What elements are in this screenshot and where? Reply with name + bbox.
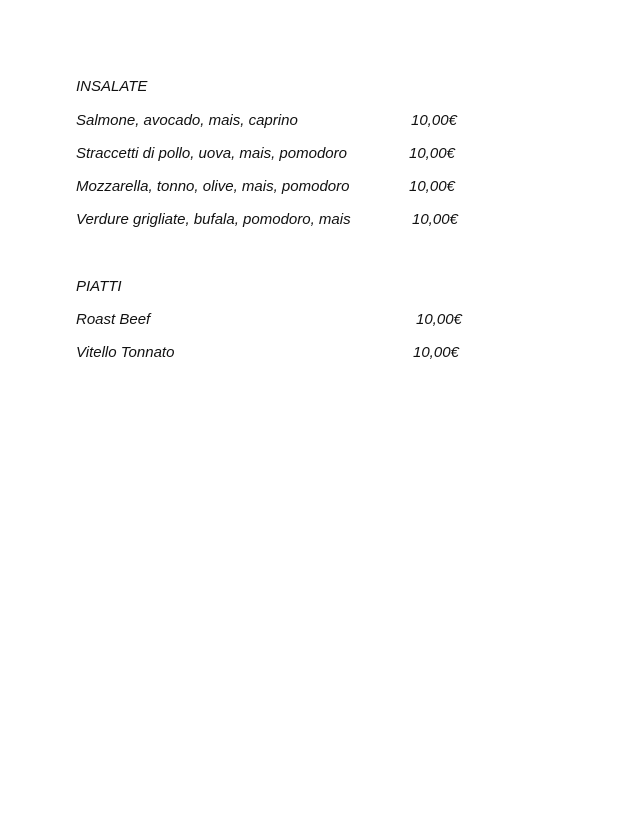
menu-item-name: Mozzarella, tonno, olive, mais, pomodoro xyxy=(76,178,350,195)
menu-item-name: Roast Beef xyxy=(76,311,151,328)
menu-item-price: 10,00€ xyxy=(412,211,458,228)
menu-item-price: 10,00€ xyxy=(409,145,455,162)
section-title: PIATTI xyxy=(76,278,122,295)
menu-item-price: 10,00€ xyxy=(416,311,462,328)
menu-item-name: Vitello Tonnato xyxy=(76,344,175,361)
section-title: INSALATE xyxy=(76,78,148,95)
menu-item-price: 10,00€ xyxy=(411,112,457,129)
menu-item-name: Salmone, avocado, mais, caprino xyxy=(76,112,298,129)
menu-item-price: 10,00€ xyxy=(413,344,459,361)
menu-item-name: Straccetti di pollo, uova, mais, pomodoro xyxy=(76,145,347,162)
menu-item-name: Verdure grigliate, bufala, pomodoro, mais xyxy=(76,211,351,228)
menu-item-price: 10,00€ xyxy=(409,178,455,195)
